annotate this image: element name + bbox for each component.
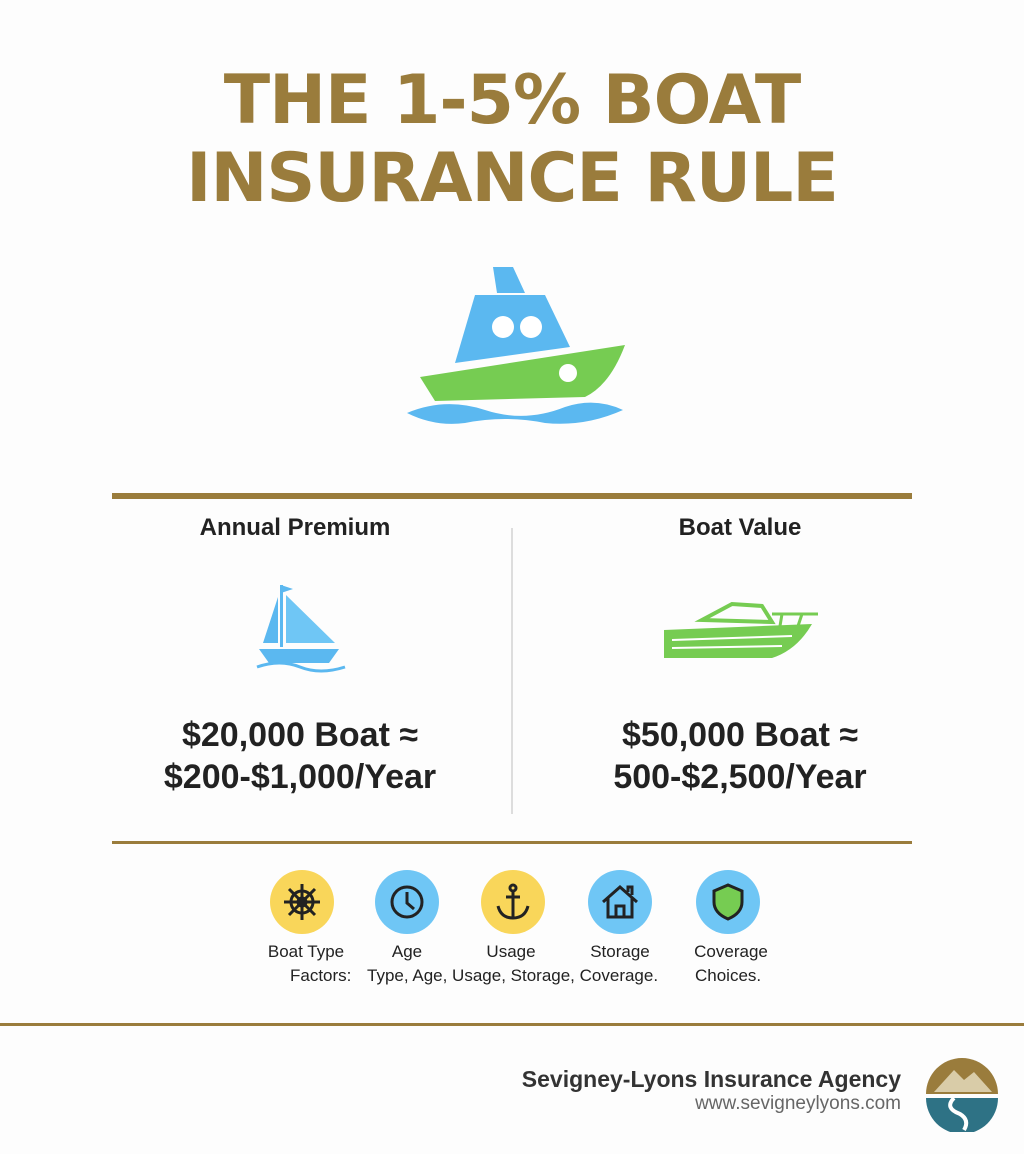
factor-label-boat-type: Boat Type <box>267 942 345 961</box>
boat-value-heading: Boat Value <box>678 514 802 541</box>
bottom-divider <box>112 841 912 844</box>
value-example <box>540 714 940 798</box>
factors-tail: Choices. <box>695 966 762 985</box>
ship-wheel-icon <box>270 870 334 934</box>
factors-list: Type, Age, Usage, Storage, Coverage. <box>367 966 659 985</box>
factor-label-usage: Usage <box>486 942 536 961</box>
agency-name: Sevigney-Lyons Insurance Agency <box>521 1066 901 1092</box>
page-title <box>0 62 1024 218</box>
premium-line-1: $20,000 Boat ≈ <box>181 716 418 754</box>
column-divider <box>511 528 513 814</box>
top-divider <box>112 493 912 499</box>
anchor-icon <box>481 870 545 934</box>
house-icon <box>588 870 652 934</box>
clock-icon <box>375 870 439 934</box>
agency-url[interactable]: www.sevigneylyons.com <box>695 1093 901 1114</box>
agency-logo <box>924 1056 1000 1132</box>
shield-icon <box>696 870 760 934</box>
speedboat-icon <box>662 600 820 660</box>
agency-branding <box>522 1066 901 1115</box>
factors-prefix: Factors: <box>290 966 352 985</box>
motor-yacht-icon <box>405 265 630 430</box>
factor-label-age: Age <box>391 942 423 961</box>
title-line-2: INSURANCE RULE <box>186 139 838 218</box>
value-line-2: 500-$2,500/Year <box>613 758 867 796</box>
sailboat-icon <box>255 585 347 675</box>
value-line-1: $50,000 Boat ≈ <box>621 716 858 754</box>
footer-divider <box>0 1023 1024 1026</box>
factor-label-coverage: Coverage <box>694 942 768 961</box>
title-line-1: THE 1-5% BOAT <box>223 61 801 140</box>
premium-example <box>100 714 500 798</box>
premium-line-2: $200-$1,000/Year <box>163 758 437 796</box>
annual-premium-heading: Annual Premium <box>199 514 391 541</box>
factor-label-storage: Storage <box>590 942 650 961</box>
